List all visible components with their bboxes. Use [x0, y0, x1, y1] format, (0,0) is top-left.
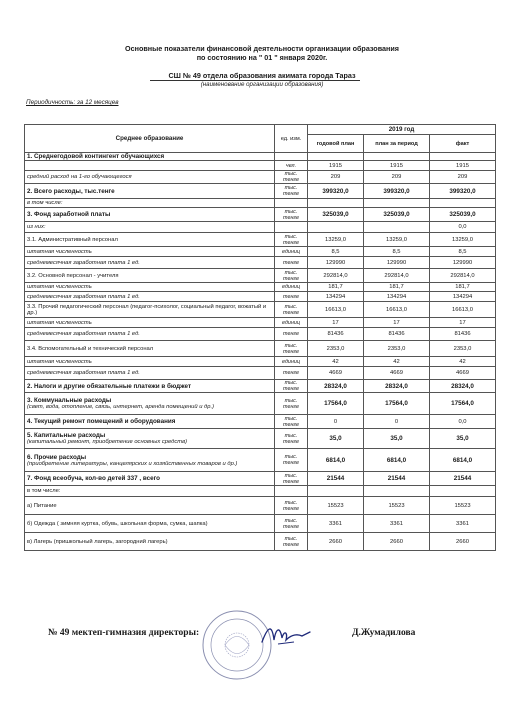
title-line-2: по состоянию на " 01 " января 2020г. [196, 53, 328, 62]
row-sublabel: (свет, вода, отопление, связь, интернет, аренда помещений и др.) [27, 404, 215, 410]
table-row [25, 171, 496, 184]
row-label: штатная численность [27, 284, 92, 290]
table-row [25, 153, 496, 161]
org-name-note: (наименование организации образования) [200, 81, 324, 88]
table-row [25, 247, 496, 257]
table-row [25, 199, 496, 208]
table-row [25, 380, 496, 393]
row-label: 6. Прочие расходы [27, 453, 87, 461]
value-fact: 325039,0 [430, 208, 496, 222]
row-label: 3.2. Основной персонал - учителя [27, 272, 119, 279]
value-plan-year: 4669 [308, 367, 364, 380]
value-plan-period: 181,7 [364, 283, 430, 292]
table-row [25, 233, 496, 247]
row-unit: тыс. тенге [275, 184, 308, 199]
value-plan-year: 17564,0 [308, 393, 364, 415]
row-label-cell [25, 393, 275, 415]
value-fact: 292814,0 [430, 269, 496, 283]
table-row [25, 486, 496, 497]
value-plan-period: 28324,0 [364, 380, 430, 393]
value-fact: 8,5 [430, 247, 496, 257]
row-label: 4. Текущий ремонт помещений и оборудования [27, 418, 176, 425]
row-unit: тенге [275, 367, 308, 380]
row-unit: тенге [275, 328, 308, 341]
row-label: 3.1. Административный персонал [27, 236, 118, 243]
row-label: 2. Налоги и другие обязательные платежи в бюджет [27, 382, 192, 390]
value-plan-period: 2660 [364, 533, 430, 551]
value-plan-period [364, 222, 430, 233]
value-plan-period [364, 199, 430, 208]
table-row [25, 208, 496, 222]
row-label-cell [25, 415, 275, 429]
table-row [25, 415, 496, 429]
table-row [25, 533, 496, 551]
table-row [25, 161, 496, 171]
row-unit [275, 153, 308, 161]
director-name: Д.Жумадилова [352, 628, 416, 638]
row-label-cell [25, 449, 275, 472]
row-label: б) Одежда ( зимняя куртка, обувь, школьная форма, сумка, шапка) [27, 520, 208, 527]
table-row [25, 222, 496, 233]
row-label: штатная численность [27, 358, 92, 365]
row-label-cell [25, 341, 275, 357]
table-row [25, 292, 496, 302]
financial-table [24, 124, 496, 551]
value-plan-year: 13259,0 [308, 233, 364, 247]
table-row [25, 449, 496, 472]
table-row [25, 318, 496, 328]
row-unit: единиц [275, 247, 308, 257]
table-row [25, 367, 496, 380]
row-label-cell [25, 208, 275, 222]
row-label: среднемесячная заработная плата 1 ед. [27, 331, 140, 337]
value-plan-year: 292814,0 [308, 269, 364, 283]
row-label-cell [25, 161, 275, 171]
row-label-cell [25, 515, 275, 533]
value-fact [430, 486, 496, 497]
value-fact: 15523 [430, 497, 496, 515]
value-fact: 129990 [430, 257, 496, 269]
row-label: штатная численность [27, 319, 92, 326]
row-label: средний расход на 1-го обучающегося [27, 174, 132, 180]
value-fact: 209 [430, 171, 496, 184]
value-plan-period: 17564,0 [364, 393, 430, 415]
row-label-cell [25, 153, 275, 161]
row-label-cell [25, 292, 275, 302]
value-plan-period: 2353,0 [364, 341, 430, 357]
header-year: 2019 год [308, 125, 496, 135]
row-label-cell [25, 184, 275, 199]
row-unit [275, 222, 308, 233]
row-unit: чел. [275, 161, 308, 171]
row-label: 2. Всего расходы, тыс.тенге [27, 187, 115, 195]
row-label-cell [25, 328, 275, 341]
value-plan-year: 3361 [308, 515, 364, 533]
row-label-cell [25, 199, 275, 208]
table-row [25, 302, 496, 318]
value-fact: 0,0 [430, 222, 496, 233]
value-plan-year: 1915 [308, 161, 364, 171]
row-unit: единиц [275, 283, 308, 292]
row-unit: единиц [275, 357, 308, 367]
director-signature [258, 620, 318, 650]
row-label-cell [25, 283, 275, 292]
table-row [25, 341, 496, 357]
value-plan-period: 16613,0 [364, 302, 430, 318]
row-unit: тыс. тенге [275, 472, 308, 486]
value-plan-period [364, 153, 430, 161]
row-label-cell [25, 380, 275, 393]
row-label: 5. Капитальные расходы [27, 432, 106, 439]
row-unit: тыс. тенге [275, 533, 308, 551]
value-plan-year: 21544 [308, 472, 364, 486]
table-row [25, 269, 496, 283]
table-row [25, 393, 496, 415]
org-name: СШ № 49 отдела образования акимата города Тараз [168, 71, 356, 80]
row-label-cell [25, 171, 275, 184]
value-fact: 399320,0 [430, 184, 496, 199]
value-fact: 16613,0 [430, 302, 496, 318]
value-fact: 42 [430, 357, 496, 367]
value-plan-year: 129990 [308, 257, 364, 269]
row-label: 1. Среднегодовой контингент обучающихся [27, 153, 165, 160]
value-plan-period: 1915 [364, 161, 430, 171]
row-label-cell [25, 222, 275, 233]
row-unit [275, 199, 308, 208]
value-fact: 0,0 [430, 415, 496, 429]
value-plan-year: 81436 [308, 328, 364, 341]
value-plan-period: 15523 [364, 497, 430, 515]
value-plan-period [364, 486, 430, 497]
director-label: № 49 мектеп-гимназия директоры: [48, 628, 200, 638]
row-label-cell [25, 497, 275, 515]
row-label-cell [25, 269, 275, 283]
value-fact: 2660 [430, 533, 496, 551]
row-label: 3.3. Прочий педагогический персонал (педагог-психолог, социальный педагог, вожатый и др.) [27, 303, 267, 316]
value-plan-period: 4669 [364, 367, 430, 380]
value-plan-period: 399320,0 [364, 184, 430, 199]
value-plan-period: 21544 [364, 472, 430, 486]
value-plan-year: 181,7 [308, 283, 364, 292]
table-row [25, 257, 496, 269]
row-label: 3. Фонд заработной платы [27, 211, 111, 218]
value-fact: 3361 [430, 515, 496, 533]
value-plan-year: 28324,0 [308, 380, 364, 393]
value-plan-period: 129990 [364, 257, 430, 269]
value-plan-period: 209 [364, 171, 430, 184]
value-fact [430, 153, 496, 161]
row-label-cell [25, 472, 275, 486]
value-plan-year: 2353,0 [308, 341, 364, 357]
value-fact: 2353,0 [430, 341, 496, 357]
row-unit: тыс. тенге [275, 515, 308, 533]
value-plan-year [308, 486, 364, 497]
value-plan-period: 134294 [364, 292, 430, 302]
table-row [25, 515, 496, 533]
row-label-cell [25, 367, 275, 380]
row-unit: тыс. тенге [275, 269, 308, 283]
value-plan-period: 3361 [364, 515, 430, 533]
value-plan-period: 13259,0 [364, 233, 430, 247]
row-label: 3. Коммунальные расходы [27, 397, 112, 404]
row-label-cell [25, 233, 275, 247]
value-plan-year [308, 199, 364, 208]
row-label: из них: [27, 224, 46, 230]
value-plan-year: 2660 [308, 533, 364, 551]
table-row [25, 429, 496, 449]
value-plan-period: 17 [364, 318, 430, 328]
value-plan-period: 35,0 [364, 429, 430, 449]
value-plan-year [308, 222, 364, 233]
row-label: а) Питание [27, 502, 57, 509]
row-unit: тыс. тенге [275, 302, 308, 318]
header-fact: факт [430, 135, 496, 153]
table-row [25, 497, 496, 515]
value-plan-period: 81436 [364, 328, 430, 341]
value-fact: 28324,0 [430, 380, 496, 393]
value-plan-year: 8,5 [308, 247, 364, 257]
row-sublabel: (капитальный ремонт, приобретение основных средств) [27, 439, 188, 445]
value-plan-year: 6814,0 [308, 449, 364, 472]
row-label: среднемесячная заработная плата 1 ед. [27, 293, 140, 300]
table-row [25, 283, 496, 292]
row-label: среднемесячная заработная плата 1 ед. [27, 259, 140, 266]
value-fact: 81436 [430, 328, 496, 341]
row-label-cell [25, 302, 275, 318]
row-unit: тыс. тенге [275, 171, 308, 184]
value-plan-year: 0 [308, 415, 364, 429]
row-unit: единиц [275, 318, 308, 328]
row-label-cell [25, 486, 275, 497]
row-label-cell [25, 318, 275, 328]
value-fact: 21544 [430, 472, 496, 486]
row-unit: тыс. тенге [275, 393, 308, 415]
table-row [25, 472, 496, 486]
value-plan-year: 17 [308, 318, 364, 328]
value-fact: 134294 [430, 292, 496, 302]
row-label: 3.4. Вспомогательный и технический персонал [27, 345, 154, 352]
row-label-cell [25, 429, 275, 449]
row-unit: тыс. тенге [275, 415, 308, 429]
value-fact: 13259,0 [430, 233, 496, 247]
value-plan-period: 325039,0 [364, 208, 430, 222]
value-fact: 4669 [430, 367, 496, 380]
row-label: в том числе: [27, 488, 61, 494]
value-plan-period: 42 [364, 357, 430, 367]
value-plan-year: 209 [308, 171, 364, 184]
value-plan-period: 292814,0 [364, 269, 430, 283]
row-unit: тенге [275, 257, 308, 269]
value-fact: 17 [430, 318, 496, 328]
value-plan-period: 6814,0 [364, 449, 430, 472]
row-unit: тыс. тенге [275, 208, 308, 222]
row-unit: тыс. тенге [275, 380, 308, 393]
table-row [25, 328, 496, 341]
row-unit: тенге [275, 292, 308, 302]
row-unit: тыс. тенге [275, 233, 308, 247]
value-fact: 17564,0 [430, 393, 496, 415]
header-plan-year: годовой план [308, 135, 364, 153]
value-fact: 181,7 [430, 283, 496, 292]
value-fact: 6814,0 [430, 449, 496, 472]
value-plan-year [308, 153, 364, 161]
row-label: штатная численность [27, 248, 92, 255]
header-plan-period: план за период [364, 135, 430, 153]
header-unit: ед. изм. [275, 125, 308, 153]
table-row [25, 184, 496, 199]
row-label: среднемесячная заработная плата 1 ед. [27, 370, 140, 376]
row-label: в том числе: [27, 200, 63, 206]
value-fact [430, 199, 496, 208]
value-plan-year: 42 [308, 357, 364, 367]
row-unit: тыс. тенге [275, 449, 308, 472]
value-plan-year: 15523 [308, 497, 364, 515]
row-label: 7. Фонд всеобуча, кол-во детей 337 , всего [27, 475, 161, 482]
period-label: Периодичность: за 12 месяцев [26, 99, 119, 106]
value-plan-year: 399320,0 [308, 184, 364, 199]
value-fact: 35,0 [430, 429, 496, 449]
table-row [25, 357, 496, 367]
row-label-cell [25, 247, 275, 257]
title-line-1: Основные показатели финансовой деятельности организации образования [125, 44, 399, 53]
value-plan-year: 16613,0 [308, 302, 364, 318]
row-unit [275, 486, 308, 497]
value-fact: 1915 [430, 161, 496, 171]
row-label-cell [25, 533, 275, 551]
value-plan-year: 325039,0 [308, 208, 364, 222]
row-unit: тыс. тенге [275, 429, 308, 449]
row-sublabel: (приобретение литературы, канцелярских и хозяйственных товаров и др.) [27, 460, 238, 467]
row-unit: тыс. тенге [275, 341, 308, 357]
row-label-cell [25, 357, 275, 367]
header-education: Среднее образование [25, 125, 275, 153]
value-plan-period: 0 [364, 415, 430, 429]
row-label: в) Лагерь (пришкольный лагерь, загородний лагерь) [27, 538, 168, 545]
row-label-cell [25, 257, 275, 269]
row-unit: тыс. тенге [275, 497, 308, 515]
value-plan-year: 134294 [308, 292, 364, 302]
value-plan-year: 35,0 [308, 429, 364, 449]
value-plan-period: 8,5 [364, 247, 430, 257]
